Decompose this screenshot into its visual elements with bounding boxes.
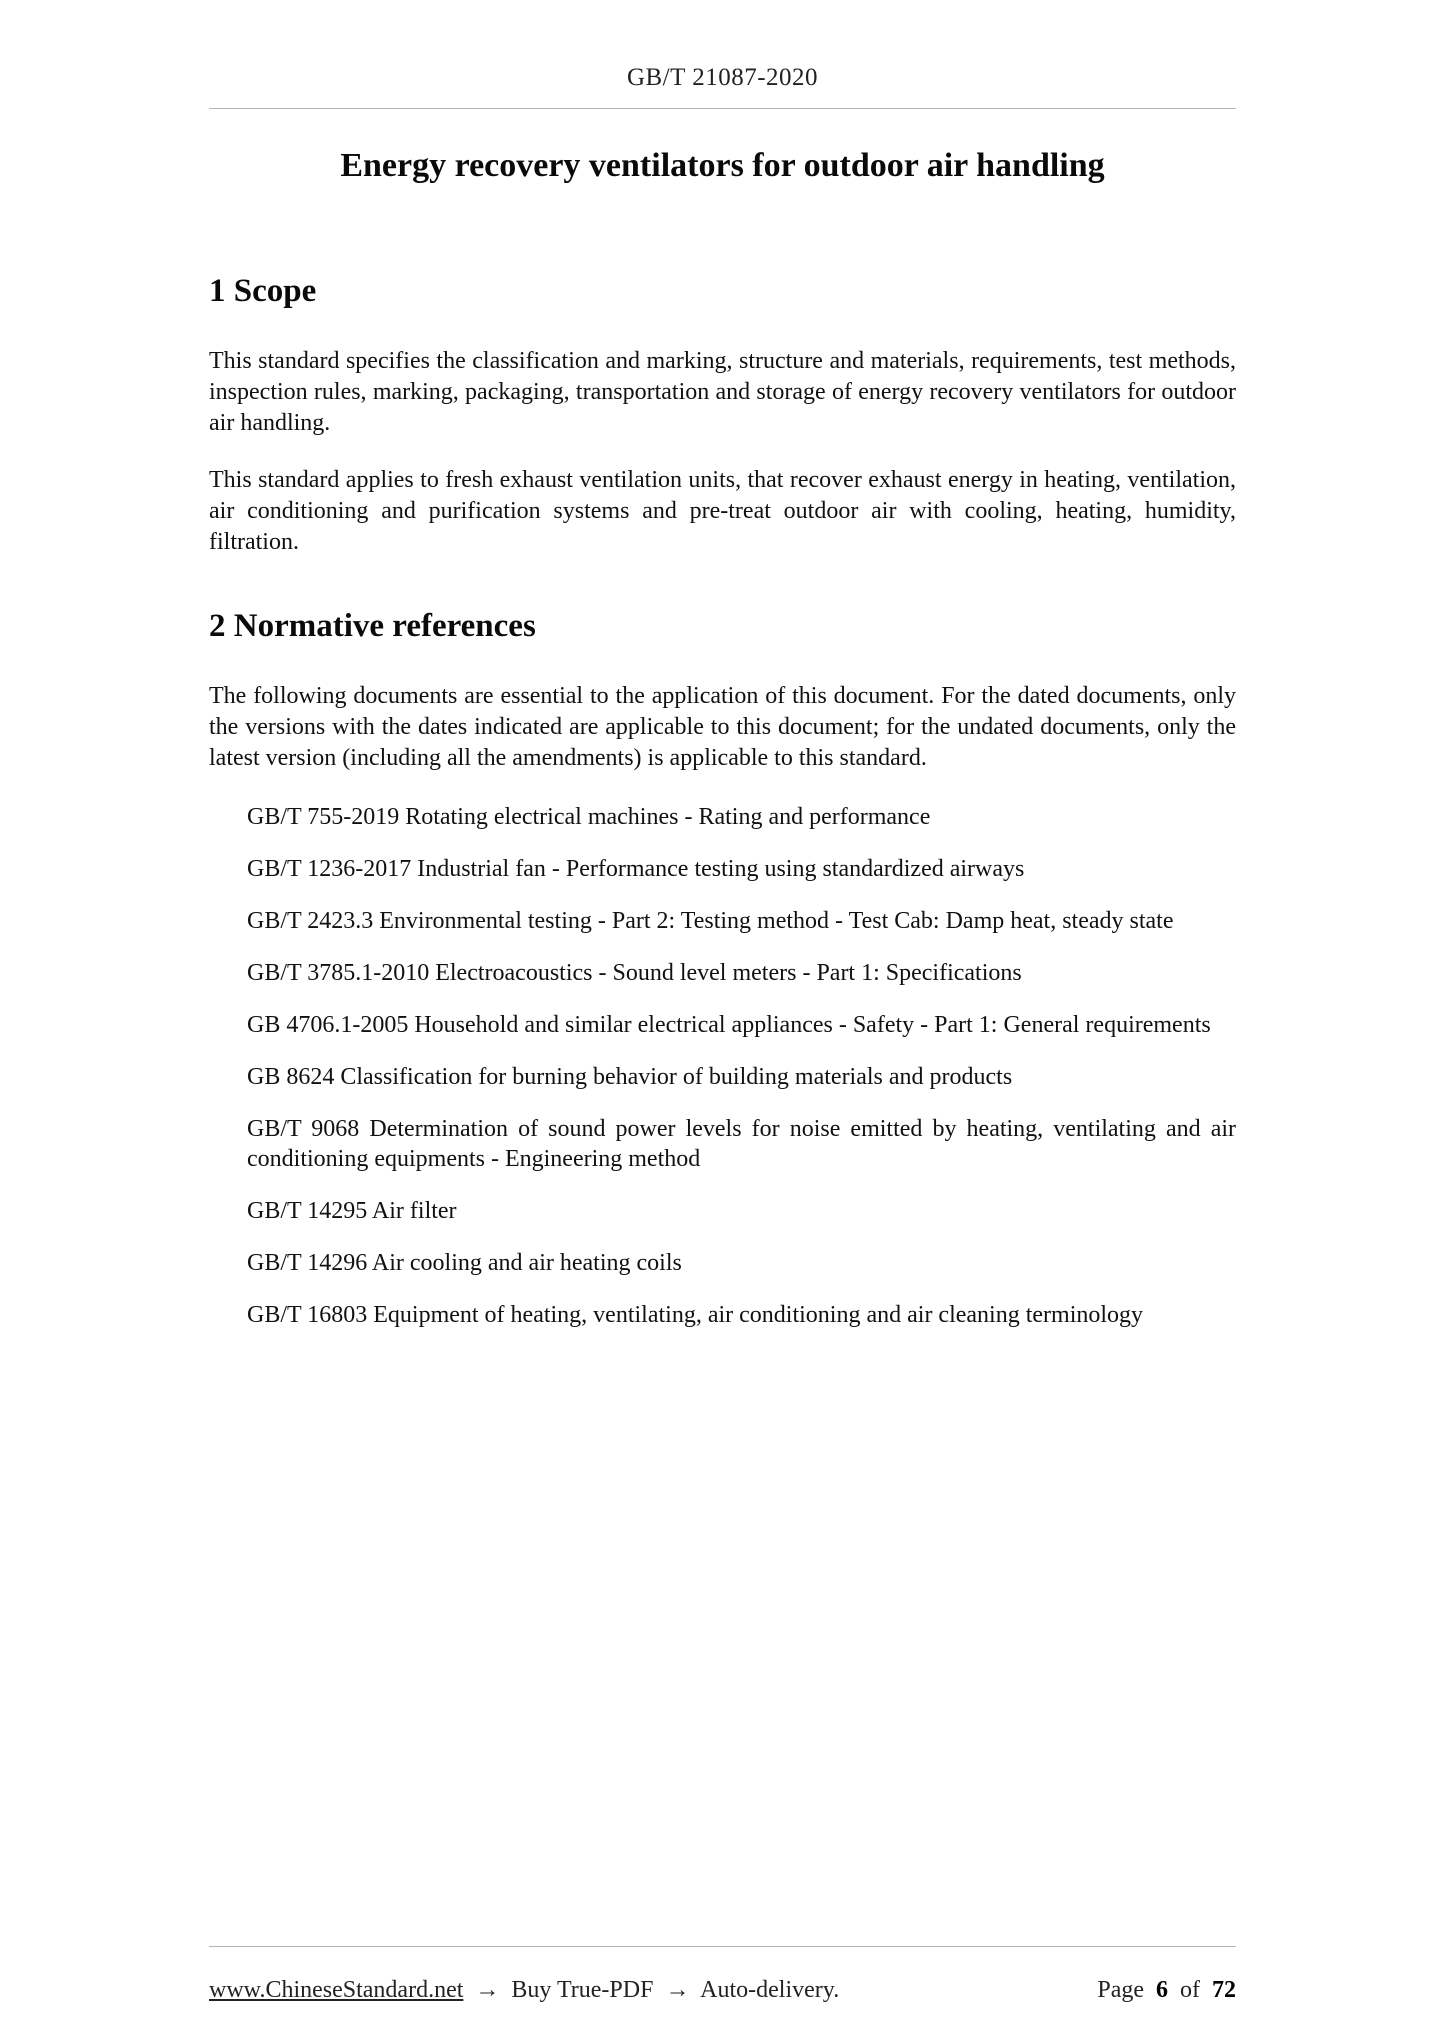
reference-item: GB/T 1236-2017 Industrial fan - Performance testing using standardized airways (247, 856, 1025, 882)
references-list (209, 802, 1236, 1330)
normative-paragraph: The following documents are essential to the application of this document. For the dated documents, only the versions with the dates indicated are applicable to this document; for the undated documents, only the latest version (including all the amendments) is applicable to this standard. (209, 683, 1236, 771)
document-content (0, 147, 1445, 1330)
footer-buy-text: Buy True-PDF (511, 1977, 654, 2003)
footer-delivery-text: Auto-delivery. (700, 1977, 840, 2003)
reference-item: GB/T 2423.3 Environmental testing - Part 2: Testing method - Test Cab: Damp heat, steady state (247, 908, 1174, 934)
reference-item: GB/T 16803 Equipment of heating, ventilating, air conditioning and air cleaning terminology (247, 1302, 1144, 1328)
reference-item: GB/T 3785.1-2010 Electroacoustics - Sound level meters - Part 1: Specifications (247, 960, 1022, 986)
right-arrow-icon: → (665, 1977, 690, 2003)
scope-paragraph: This standard applies to fresh exhaust ventilation units, that recover exhaust energy in heating, ventilation, air conditioning and purification systems and pre-treat outdoor air with cooling, heating, humidity, filtration. (209, 467, 1236, 555)
of-label: of (1180, 1977, 1200, 2003)
reference-item: GB 4706.1-2005 Household and similar electrical appliances - Safety - Part 1: General requirements (247, 1012, 1211, 1038)
reference-item: GB/T 14295 Air filter (247, 1198, 457, 1224)
page-footer (0, 1946, 1445, 2004)
current-page-number: 6 (1156, 1977, 1168, 2003)
scope-paragraph: This standard specifies the classification and marking, structure and materials, requirements, test methods, inspection rules, marking, packaging, transportation and storage of energy recovery ventilators for outdoor air handling. (209, 348, 1236, 436)
header-divider (209, 108, 1236, 109)
reference-item: GB 8624 Classification for burning behavior of building materials and products (247, 1064, 1013, 1090)
page-header: GB/T 21087-2020 (626, 64, 819, 91)
page-number (1091, 1977, 1236, 2004)
section-heading-normative-references: 2 Normative references (209, 608, 536, 644)
section-heading-scope: 1 Scope (209, 273, 317, 309)
right-arrow-icon: → (475, 1977, 500, 2003)
total-page-count: 72 (1212, 1977, 1236, 2003)
footer-divider (209, 1946, 1236, 1947)
reference-item: GB/T 14296 Air cooling and air heating coils (247, 1250, 682, 1276)
footer-promo (209, 1977, 845, 2004)
document-title: Energy recovery ventilators for outdoor air handling (340, 147, 1105, 184)
page-label: Page (1097, 1977, 1144, 2003)
website-link[interactable]: www.ChineseStandard.net (209, 1977, 464, 2003)
reference-item: GB/T 755-2019 Rotating electrical machines - Rating and performance (247, 804, 931, 830)
reference-item: GB/T 9068 Determination of sound power levels for noise emitted by heating, ventilating and air conditioning equipments - Engineering method (247, 1116, 1236, 1172)
